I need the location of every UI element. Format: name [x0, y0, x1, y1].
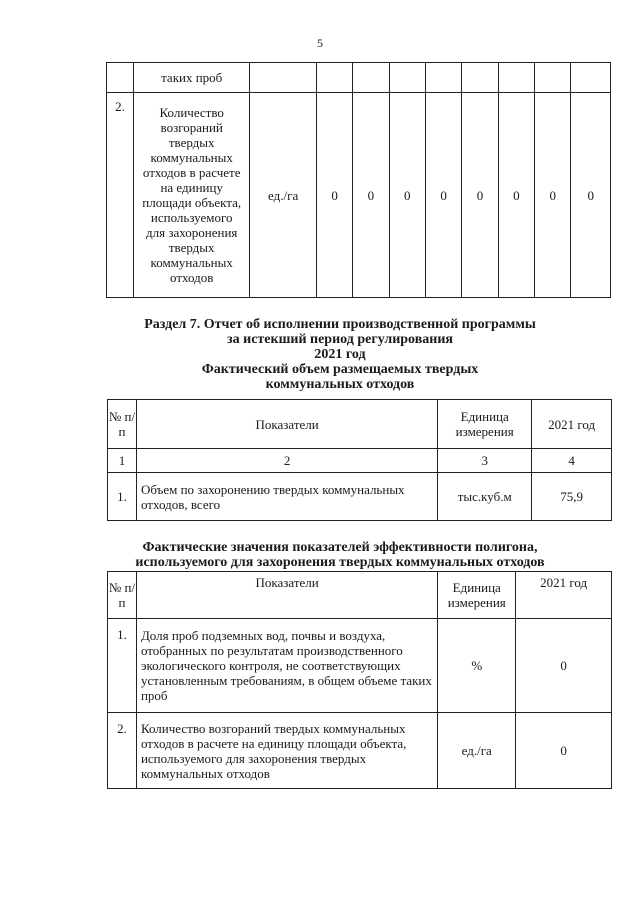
- table-index-row: [108, 449, 612, 473]
- table-row: [107, 63, 611, 93]
- value-cell: 0: [389, 93, 425, 298]
- index-cell: 3: [438, 449, 532, 473]
- column-header: № п/п: [108, 572, 137, 619]
- indicator-cell: Количество возгораний твердых коммунальных отходов в расчете на единицу площади объекта, используемого для захоронения твердых коммунальных отходов: [136, 713, 437, 789]
- efficiency-table: [107, 571, 612, 789]
- value-cell: 0: [425, 93, 461, 298]
- column-header: Единица измерения: [438, 400, 532, 449]
- table-row: [107, 93, 611, 298]
- value-cell: 0: [353, 93, 389, 298]
- volume-table: [107, 399, 612, 521]
- column-header: Показатели: [136, 400, 437, 449]
- table-row: [108, 713, 612, 789]
- value-cell: 75,9: [532, 473, 612, 521]
- unit-cell: ед./га: [250, 93, 317, 298]
- unit-cell: тыс.куб.м: [438, 473, 532, 521]
- section-heading: [100, 317, 580, 392]
- heading-line: Фактические значения показателей эффективности полигона,: [142, 540, 538, 555]
- top-continued-table: [106, 62, 611, 298]
- num-cell: 1.: [108, 473, 137, 521]
- value-cell: 0: [498, 93, 534, 298]
- heading-line: Раздел 7. Отчет об исполнении производственной программы: [144, 317, 536, 332]
- heading-line: 2021 год: [314, 347, 366, 362]
- value-cell: 0: [571, 93, 611, 298]
- column-header: 2021 год: [516, 572, 612, 619]
- heading-line: Фактический объем размещаемых твердых: [201, 362, 479, 377]
- value-cell: 0: [316, 93, 352, 298]
- indicator-cell: Доля проб подземных вод, почвы и воздуха, отобранных по результатам производственного экологического контроля, не соответствующих установленным требованиям, в общем объеме таких проб: [136, 619, 437, 713]
- heading-line: за истекший период регулирования: [227, 332, 453, 347]
- heading-line: коммунальных отходов: [265, 377, 415, 392]
- indicator-cell: Количество возгораний твердых коммунальных отходов в расчете на единицу площади объекта, используемого для захоронения твердых коммунальных отходов: [134, 93, 250, 298]
- table-row: [108, 619, 612, 713]
- column-header: № п/п: [108, 400, 137, 449]
- column-header: Показатели: [136, 572, 437, 619]
- num-cell: 2.: [108, 713, 137, 789]
- index-cell: 4: [532, 449, 612, 473]
- table-row: [108, 473, 612, 521]
- value-cell: 0: [535, 93, 571, 298]
- num-cell: [107, 63, 134, 93]
- indicator-cell: таких проб: [134, 63, 250, 93]
- efficiency-heading: [90, 540, 590, 570]
- unit-cell: ед./га: [438, 713, 516, 789]
- value-cell: 0: [516, 713, 612, 789]
- page-number: 5: [317, 36, 323, 50]
- value-cell: 0: [462, 93, 498, 298]
- table-header-row: [108, 572, 612, 619]
- heading-line: используемого для захоронения твердых коммунальных отходов: [135, 555, 545, 570]
- table-header-row: [108, 400, 612, 449]
- index-cell: 2: [136, 449, 437, 473]
- num-cell: 2.: [107, 93, 134, 298]
- column-header: Единица измерения: [438, 572, 516, 619]
- column-header: 2021 год: [532, 400, 612, 449]
- index-cell: 1: [108, 449, 137, 473]
- unit-cell: %: [438, 619, 516, 713]
- indicator-cell: Объем по захоронению твердых коммунальных отходов, всего: [136, 473, 437, 521]
- value-cell: 0: [516, 619, 612, 713]
- num-cell: 1.: [108, 619, 137, 713]
